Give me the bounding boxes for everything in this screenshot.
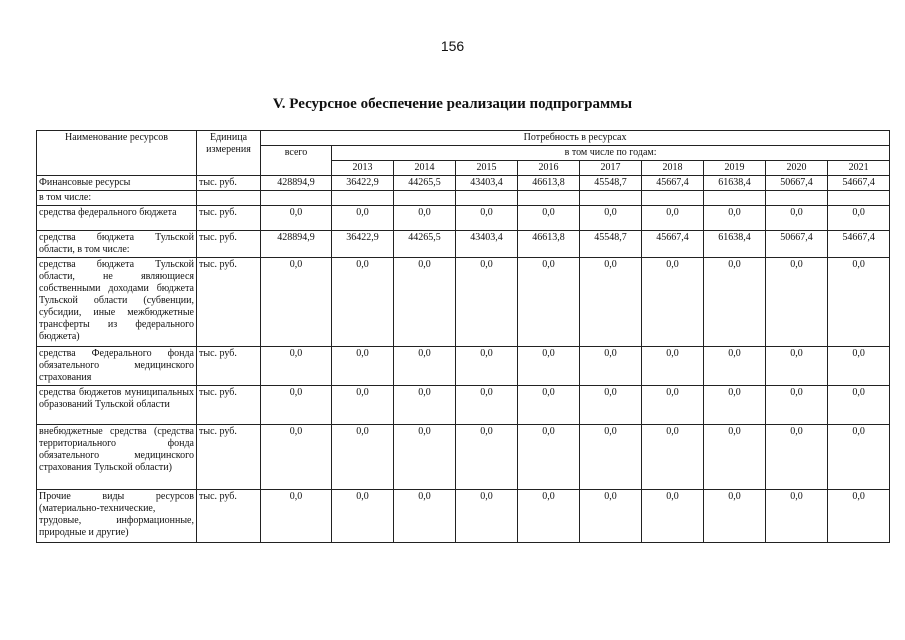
year-value-cell: 45548,7 [580, 231, 642, 258]
year-value-cell: 0,0 [828, 386, 890, 425]
year-value-cell: 0,0 [704, 258, 766, 347]
resource-name-cell: в том числе: [37, 191, 197, 206]
resource-name-cell: средства бюджетов муниципальных образований Тульской области [37, 386, 197, 425]
year-value-cell [518, 191, 580, 206]
year-value-cell: 0,0 [580, 490, 642, 543]
header-total: всего [261, 146, 332, 176]
year-value-cell: 0,0 [518, 206, 580, 231]
year-value-cell: 0,0 [518, 386, 580, 425]
table-row [37, 386, 890, 425]
year-value-cell: 0,0 [766, 386, 828, 425]
year-value-cell: 0,0 [766, 258, 828, 347]
year-value-cell: 61638,4 [704, 176, 766, 191]
table-row [37, 490, 890, 543]
header-by-years: в том числе по годам: [332, 146, 890, 161]
resource-name-cell: внебюджетные средства (средства территориального фонда обязательного медицинского страхования Тульской области) [37, 425, 197, 490]
year-value-cell: 0,0 [704, 347, 766, 386]
year-value-cell: 0,0 [828, 425, 890, 490]
table-row [37, 176, 890, 191]
total-cell: 0,0 [261, 425, 332, 490]
year-value-cell: 0,0 [580, 425, 642, 490]
year-value-cell: 0,0 [456, 386, 518, 425]
year-value-cell: 0,0 [518, 347, 580, 386]
header-year: 2018 [642, 161, 704, 176]
header-year: 2014 [394, 161, 456, 176]
year-value-cell: 36422,9 [332, 176, 394, 191]
header-year: 2015 [456, 161, 518, 176]
resource-table [36, 130, 890, 543]
year-value-cell: 0,0 [642, 490, 704, 543]
year-value-cell: 0,0 [828, 347, 890, 386]
year-value-cell: 0,0 [642, 347, 704, 386]
header-year: 2017 [580, 161, 642, 176]
year-value-cell: 0,0 [580, 386, 642, 425]
year-value-cell: 0,0 [394, 425, 456, 490]
year-value-cell: 45667,4 [642, 176, 704, 191]
year-value-cell: 46613,8 [518, 231, 580, 258]
year-value-cell [580, 191, 642, 206]
year-value-cell: 0,0 [766, 206, 828, 231]
year-value-cell: 0,0 [394, 206, 456, 231]
year-value-cell: 43403,4 [456, 176, 518, 191]
year-value-cell: 44265,5 [394, 231, 456, 258]
year-value-cell: 0,0 [456, 425, 518, 490]
header-need: Потребность в ресурсах [261, 131, 890, 146]
year-value-cell: 0,0 [518, 258, 580, 347]
year-value-cell: 36422,9 [332, 231, 394, 258]
year-value-cell: 0,0 [580, 258, 642, 347]
table-row [37, 425, 890, 490]
resource-table-body [37, 176, 890, 543]
resource-name-cell: средства федерального бюджета [37, 206, 197, 231]
unit-cell: тыс. руб. [197, 231, 261, 258]
unit-cell: тыс. руб. [197, 206, 261, 231]
total-cell: 428894,9 [261, 231, 332, 258]
year-value-cell [766, 191, 828, 206]
year-value-cell: 46613,8 [518, 176, 580, 191]
year-value-cell: 54667,4 [828, 176, 890, 191]
table-row [37, 191, 890, 206]
total-cell: 428894,9 [261, 176, 332, 191]
year-value-cell [642, 191, 704, 206]
year-value-cell: 0,0 [456, 258, 518, 347]
year-value-cell: 0,0 [332, 425, 394, 490]
year-value-cell [394, 191, 456, 206]
unit-cell: тыс. руб. [197, 425, 261, 490]
year-value-cell [704, 191, 766, 206]
resource-name-cell: средства бюджета Тульской области, не являющиеся собственными доходами бюджета Тульской области (субвенции, субсидии, иные межбюджетные трансферты из федерального бюджета) [37, 258, 197, 347]
unit-cell: тыс. руб. [197, 347, 261, 386]
total-cell: 0,0 [261, 347, 332, 386]
header-year: 2021 [828, 161, 890, 176]
year-value-cell [456, 191, 518, 206]
year-value-cell: 0,0 [332, 490, 394, 543]
resource-name-cell: средства Федерального фонда обязательного медицинского страхования [37, 347, 197, 386]
year-value-cell: 0,0 [704, 425, 766, 490]
year-value-cell: 45548,7 [580, 176, 642, 191]
year-value-cell: 0,0 [580, 347, 642, 386]
total-cell: 0,0 [261, 206, 332, 231]
table-row [37, 206, 890, 231]
year-value-cell: 0,0 [332, 258, 394, 347]
resource-name-cell: Прочие виды ресурсов (материально-технические, трудовые, информационные, природные и другие) [37, 490, 197, 543]
header-year: 2019 [704, 161, 766, 176]
year-value-cell: 54667,4 [828, 231, 890, 258]
unit-cell: тыс. руб. [197, 386, 261, 425]
year-value-cell: 43403,4 [456, 231, 518, 258]
page-title: V. Ресурсное обеспечение реализации подпрограммы [272, 96, 633, 112]
year-value-cell: 0,0 [828, 258, 890, 347]
year-value-cell: 0,0 [642, 386, 704, 425]
year-value-cell: 0,0 [394, 258, 456, 347]
unit-cell: тыс. руб. [197, 258, 261, 347]
year-value-cell: 0,0 [642, 258, 704, 347]
total-cell: 0,0 [261, 386, 332, 425]
resource-name-cell: Финансовые ресурсы [37, 176, 197, 191]
header-unit: Единица измерения [197, 131, 261, 176]
year-value-cell: 0,0 [766, 490, 828, 543]
year-value-cell: 44265,5 [394, 176, 456, 191]
year-value-cell: 50667,4 [766, 176, 828, 191]
year-value-cell: 0,0 [580, 206, 642, 231]
year-value-cell: 0,0 [704, 206, 766, 231]
year-value-cell: 0,0 [456, 347, 518, 386]
year-value-cell: 0,0 [704, 490, 766, 543]
year-value-cell: 50667,4 [766, 231, 828, 258]
year-value-cell: 0,0 [394, 347, 456, 386]
year-value-cell: 0,0 [456, 490, 518, 543]
total-cell: 0,0 [261, 490, 332, 543]
page-number: 156 [440, 38, 465, 54]
unit-cell: тыс. руб. [197, 176, 261, 191]
unit-cell: тыс. руб. [197, 490, 261, 543]
year-value-cell: 0,0 [518, 425, 580, 490]
table-row [37, 258, 890, 347]
table-row [37, 231, 890, 258]
header-resource-name: Наименование ресурсов [37, 131, 197, 176]
year-value-cell: 0,0 [518, 490, 580, 543]
year-value-cell: 0,0 [332, 347, 394, 386]
year-value-cell: 0,0 [394, 490, 456, 543]
year-value-cell: 0,0 [456, 206, 518, 231]
total-cell: 0,0 [261, 258, 332, 347]
unit-cell [197, 191, 261, 206]
header-year: 2013 [332, 161, 394, 176]
year-value-cell: 0,0 [766, 425, 828, 490]
year-value-cell: 0,0 [332, 386, 394, 425]
year-value-cell: 0,0 [766, 347, 828, 386]
total-cell [261, 191, 332, 206]
header-year: 2020 [766, 161, 828, 176]
year-value-cell: 0,0 [642, 206, 704, 231]
header-year: 2016 [518, 161, 580, 176]
resource-name-cell: средства бюджета Тульской области, в том числе: [37, 231, 197, 258]
year-value-cell: 45667,4 [642, 231, 704, 258]
year-value-cell: 0,0 [828, 206, 890, 231]
year-value-cell: 0,0 [332, 206, 394, 231]
year-value-cell [828, 191, 890, 206]
year-value-cell: 61638,4 [704, 231, 766, 258]
year-value-cell: 0,0 [394, 386, 456, 425]
year-value-cell [332, 191, 394, 206]
table-row [37, 347, 890, 386]
year-value-cell: 0,0 [642, 425, 704, 490]
year-value-cell: 0,0 [828, 490, 890, 543]
year-value-cell: 0,0 [704, 386, 766, 425]
